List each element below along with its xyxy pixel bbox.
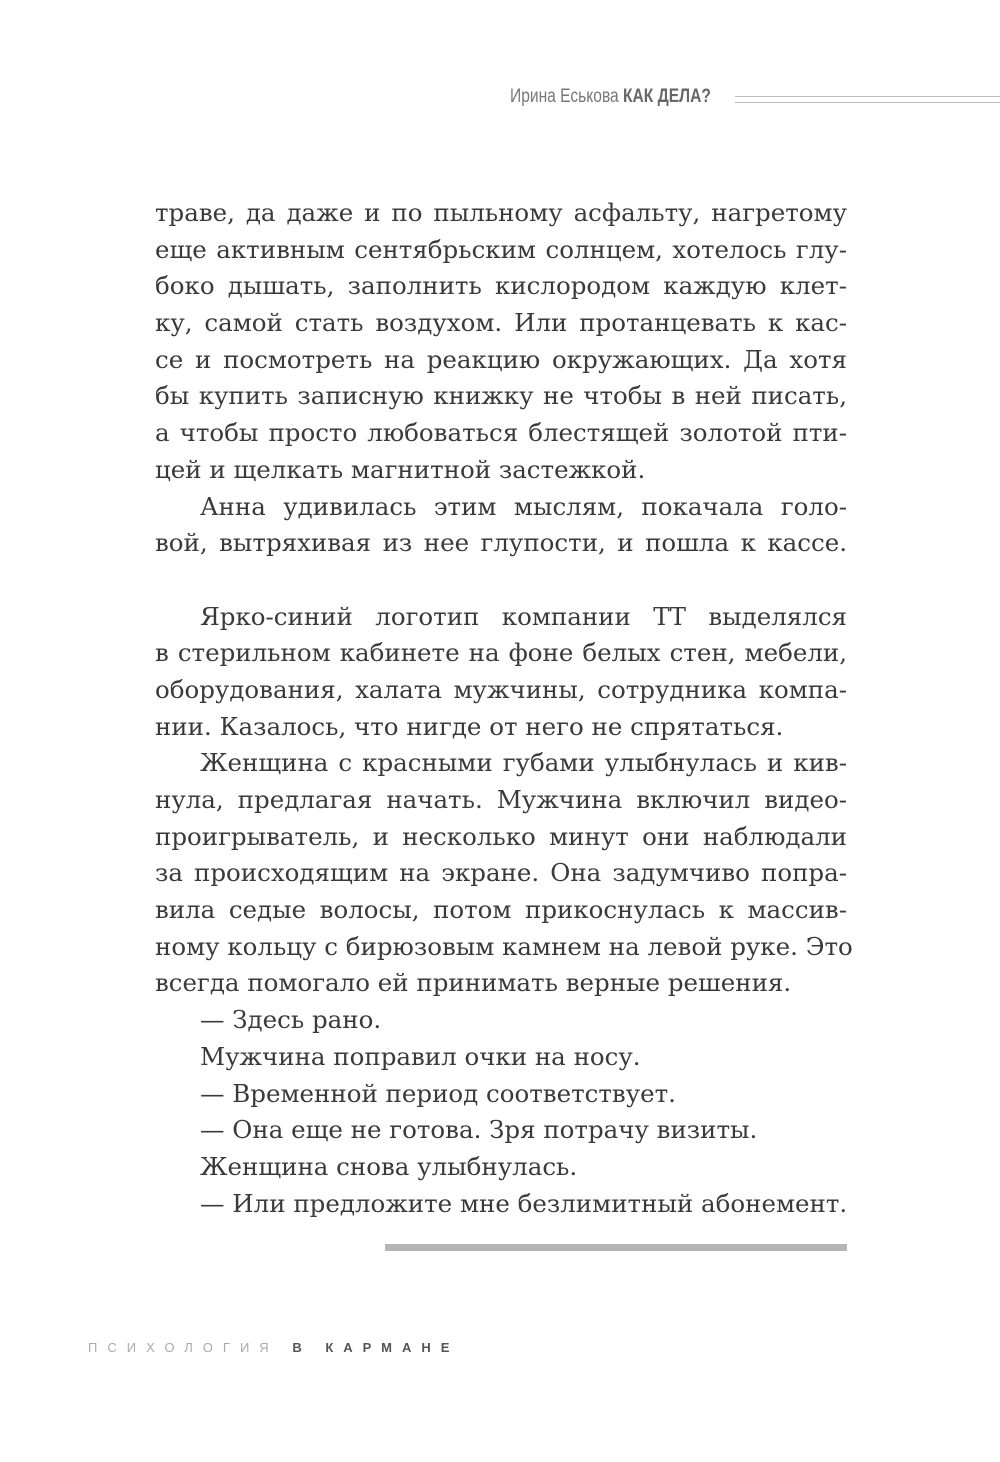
series-name: ПСИХОЛОГИЯ	[88, 1340, 279, 1355]
text-line: — Здесь рано.	[200, 1005, 382, 1035]
running-header	[510, 86, 711, 108]
text-line: Женщина снова улыбнулась.	[200, 1151, 578, 1181]
text-line: еще активным сентябрьским солнцем, хотелось глу-	[155, 234, 847, 264]
text-line: Ярко-синий логотип компании ТТ выделялся	[200, 601, 847, 631]
text-line: проигрыватель, и несколько минут они наблюдали	[155, 821, 847, 851]
text-line: оборудования, халата мужчины, сотрудника компа-	[155, 674, 847, 704]
text-line: — Или предложите мне безлимитный абонемент.	[200, 1188, 848, 1218]
text-line: боко дышать, заполнить кислородом каждую клет-	[155, 271, 847, 301]
text-line: Мужчина поправил очки на носу.	[200, 1041, 641, 1071]
body-text	[155, 195, 853, 1222]
text-line: всегда помогало ей принимать верные решения.	[155, 968, 792, 998]
text-line: ку, самой стать воздухом. Или протанцевать к кас-	[155, 308, 847, 338]
book-title: КАК ДЕЛА?	[623, 86, 711, 107]
text-line: Анна удивилась этим мыслям, покачала голо-	[200, 491, 847, 521]
text-line: цей и щелкать магнитной застежкой.	[155, 454, 646, 484]
text-line: — Временной период соответствует.	[200, 1078, 676, 1108]
text-line: вой, вытряхивая из нее глупости, и пошла к кассе.	[155, 528, 847, 558]
text-line: Женщина с красными губами улыбнулась и кив-	[200, 748, 847, 778]
text-line: ному кольцу с бирюзовым камнем на левой руке. Это	[155, 931, 853, 961]
text-line: — Она еще не готова. Зря потрачу визиты.	[200, 1115, 758, 1145]
text-line: нии. Казалось, что нигде от него не спрятаться.	[155, 711, 784, 741]
text-line: нула, предлагая начать. Мужчина включил видео-	[155, 785, 847, 814]
text-line: се и посмотреть на реакцию окружающих. Да хотя	[155, 344, 847, 374]
author-name: Ирина Еськова	[510, 86, 619, 107]
text-line: бы купить записную книжку не чтобы в ней писать,	[155, 381, 847, 411]
text-line: в стерильном кабинете на фоне белых стен, мебели,	[155, 638, 847, 668]
series-name-bold: В КАРМАНЕ	[292, 1340, 460, 1355]
header-rule	[735, 96, 1000, 103]
text-line: траве, да даже и по пыльному асфальту, нагретому	[155, 198, 847, 227]
series-footer	[88, 1340, 459, 1355]
text-line: вила седые волосы, потом прикоснулась к массив-	[155, 895, 847, 925]
text-line: а чтобы просто любоваться блестящей золотой пти-	[155, 418, 847, 448]
section-end-bar	[385, 1244, 847, 1251]
text-line: за происходящим на экране. Она задумчиво попра-	[155, 858, 847, 888]
paragraph-gap	[155, 562, 847, 599]
